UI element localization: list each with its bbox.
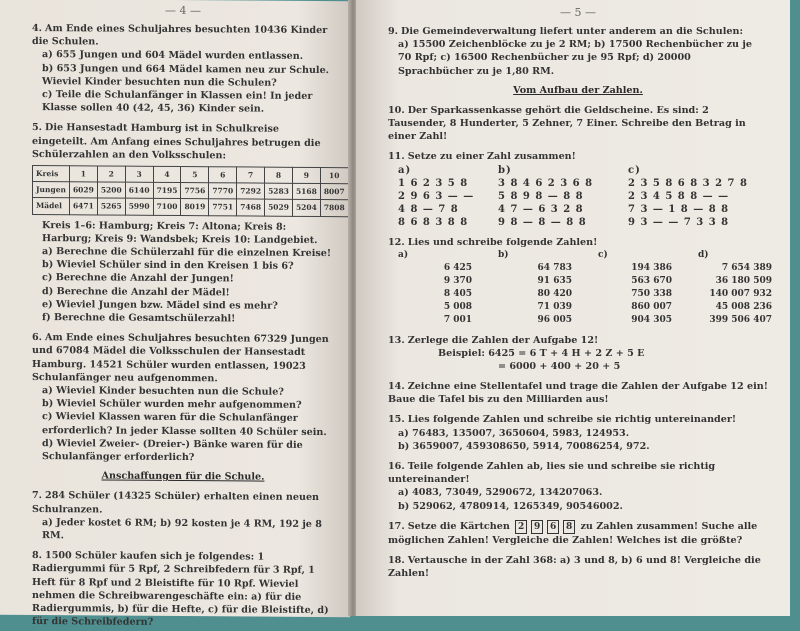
table-row: Jungen 6029 5200 6140 7195 7756 7770 7292 5283 5168 8007 [33, 182, 349, 200]
table-header-row: Kreis 1 2 3 4 5 6 7 8 9 10 [33, 166, 349, 184]
task-5: 5. Die Hansestadt Hamburg ist in Schulkreise eingeteilt. Am Anfang eines Schuljahres betrugen die Schülerzahlen an den Volksschulen: Kreis 1 2 3 4 5 6 7 8 9 10 Jungen 6029 5200 6140 7195 7756 7770 7292 5283 5168 8007 Mädel 6471 5265 5990 7100 8019 7751 7468 5029 5204 7808 Kreis 1–6: Hamburg; Kreis 7: Altona; Kreis 8: Harburg; Kreis 9: Wandsbek; Kreis 10: Landgebiet. a) Berechne die Schülerzahl für die einzelnen Kreise! b) Wieviel Schüler sind in den Kreisen 1 bis 6? c) Berechne die Anzahl der Jungen! d) Berechne die Anzahl der Mädel! e) Wieviel Jungen bzw. Mädel sind es mehr? f) Berechne die Gesamtschülerzahl! [32, 121, 334, 326]
digit-sets: a) 1 6 2 3 5 8 2 9 6 3 — — 4 8 — 7 8 8 6 8 3 8 8 b) 3 8 4 6 2 3 6 8 5 8 9 8 — 8 8 4 7 — 6 3 2 8 9 8 — 8 — 8 8 c) 2 3 5 8 6 8 3 2 7 8 2 3 4 5 8 8 — — 7 3 — 1 8 — 8 8 9 3 — — 7 3 3 8 [398, 164, 748, 228]
task-10: 10. Der Sparkassenkasse gehört die Geldscheine. Es sind: 2 Tausender, 8 Hunderter, 5 Zehner, 7 Einer. Schreibe den Betrag in einer Zahl! [388, 104, 746, 143]
task-4: 4. Am Ende eines Schuljahres besuchten 10436 Kinder die Schulen. a) 655 Jungen und 604 Mädel wurden entlassen. b) 653 Jungen und 664 Mädel kamen neu zur Schule. Wieviel Kinder besuchten nun die Schulen? c) Teile die Schulanfänger in Klassen ein! In jeder Klasse sollen 40 (42, 45, 36) Kinder sein. [32, 23, 330, 115]
task-16: 16. Teile folgende Zahlen ab, lies sie und schreibe sie richtig untereinander! a) 4083, 73049, 5290672, 134207063. b) 529062, 4780914, 1265349, 90546002. [388, 461, 716, 512]
left-page [0, 0, 350, 628]
task-8: 8. 1500 Schüler kaufen sich je folgendes: 1 Radiergummi für 5 Rpf, 2 Schreibfedern für 3 Rpf, 1 Heft für 8 Rpf und 2 Bleistifte für 10 Rpf. Wieviel nehmen die Schreibwarengeschäfte ein: a) für die Radiergummis, b) für die Hefte, c) für die Bleistifte, d) für die Schreibfedern? [32, 550, 329, 628]
number-columns: a) 6 425 9 370 8 405 5 008 7 001 b) 64 783 91 635 80 420 71 039 96 005 c) 194 386 563 670 750 338 860 007 904 305 d) 7 654 389 36 180 509 140 007 932 45 008 236 399 506 407 [398, 249, 772, 325]
district-table [32, 165, 349, 217]
table-row: Mädel 6471 5265 5990 7100 8019 7751 7468 5029 5204 7808 [33, 198, 349, 216]
task-15: 15. Lies folgende Zahlen und schreibe sie richtig untereinander! a) 76483, 135007, 3650604, 5983, 124953. b) 3659007, 459308650, 5914, 70086254, 972. [388, 414, 737, 452]
number-card: 2 [515, 520, 527, 534]
right-page [356, 0, 790, 616]
task-17: 17. Setze die Kärtchen 2 9 6 8 zu Zahlen zusammen! Suche alle möglichen Zahlen! Vergleiche die Zahlen! Welches ist die größte? [388, 520, 758, 546]
number-card: 8 [563, 520, 575, 534]
task-13: 13. Zerlege die Zahlen der Aufgabe 12! Beispiel: 6425 = 6 T + 4 H + 2 Z + 5 E = 6000 + 400 + 20 + 5 [388, 334, 768, 373]
task-7: 7. 284 Schüler (14325 Schüler) erhalten einen neuen Schulranzen. a) Jeder kostet 6 RM; b) 92 kosten je 4 RM, 192 je 8 RM. [32, 490, 322, 542]
page-number-left: — 4 — [165, 3, 201, 18]
task-9: 9. Die Gemeindeverwaltung liefert unter anderem an die Schulen: a) 15500 Zeichenblöcke zu je 2 RM; b) 17500 Rechenbücher zu je 70 Rpf; c) 16500 Rechenbücher zu je 95 Rpf; d) 20000 Sprachbücher zu je 1,80 RM. [388, 26, 752, 77]
task-18: 18. Vertausche in der Zahl 368: a) 3 und 8, b) 6 und 8! Vergleiche die Zahlen! [388, 555, 761, 580]
section-heading-right: Vom Aufbau der Zahlen. [513, 84, 643, 96]
district-note: Kreis 1–6: Hamburg; Kreis 7: Altona; Kreis 8: Harburg; Kreis 9: Wandsbek; Kreis 10: Landgebiet. [42, 219, 318, 246]
task-12: 12. Lies und schreibe folgende Zahlen! a) 6 425 9 370 8 405 5 008 7 001 b) 64 783 91 635 80 420 71 039 96 005 c) 194 386 563 670 750 338 860 007 904 305 d) 7 654 389 36 180 509 140 007 932 45 008 236 399 506 407 [388, 236, 772, 325]
number-card: 9 [531, 520, 543, 534]
number-card: 6 [547, 520, 559, 534]
task-11: 11. Setze zu einer Zahl zusammen! a) 1 6 2 3 5 8 2 9 6 3 — — 4 8 — 7 8 8 6 8 3 8 8 b) 3 8 4 6 2 3 6 8 5 8 9 8 — 8 8 4 7 — 6 3 2 8 9 8 — 8 — 8 8 c) 2 3 5 8 6 8 3 2 7 8 2 3 4 5 8 8 — — 7 3 — 1 8 — 8 8 9 3 — — 7 3 3 8 [388, 150, 768, 228]
example-line-2: = 6000 + 400 + 20 + 5 [498, 361, 621, 373]
task-6: 6. Am Ende eines Schuljahres besuchten 67329 Jungen und 67084 Mädel die Volksschulen der Hansestadt Hamburg. 14521 Schüler wurden entlassen, 19023 Schulanfänger neu aufgenommen. a) Wieviel Kinder besuchten nun die Schule? b) Wieviel Schüler wurden mehr aufgenommen? c) Wieviel Klassen waren für die Schulanfänger erforderlich? In jeder Klasse sollten 40 Schüler sein. d) Wieviel Zweier- (Dreier-) Bänke waren für die Schulanfänger erforderlich? [32, 332, 329, 464]
section-heading-left: Anschaffungen für die Schule. [101, 470, 265, 483]
example-line-1: Beispiel: 6425 = 6 T + 4 H + 2 Z + 5 E [438, 348, 645, 360]
task-14: 14. Zeichne eine Stellentafel und trage die Zahlen der Aufgabe 12 ein! Baue die Tafel bis zu den Milliarden aus! [388, 381, 768, 406]
page-number-right: — 5 — [560, 6, 596, 19]
